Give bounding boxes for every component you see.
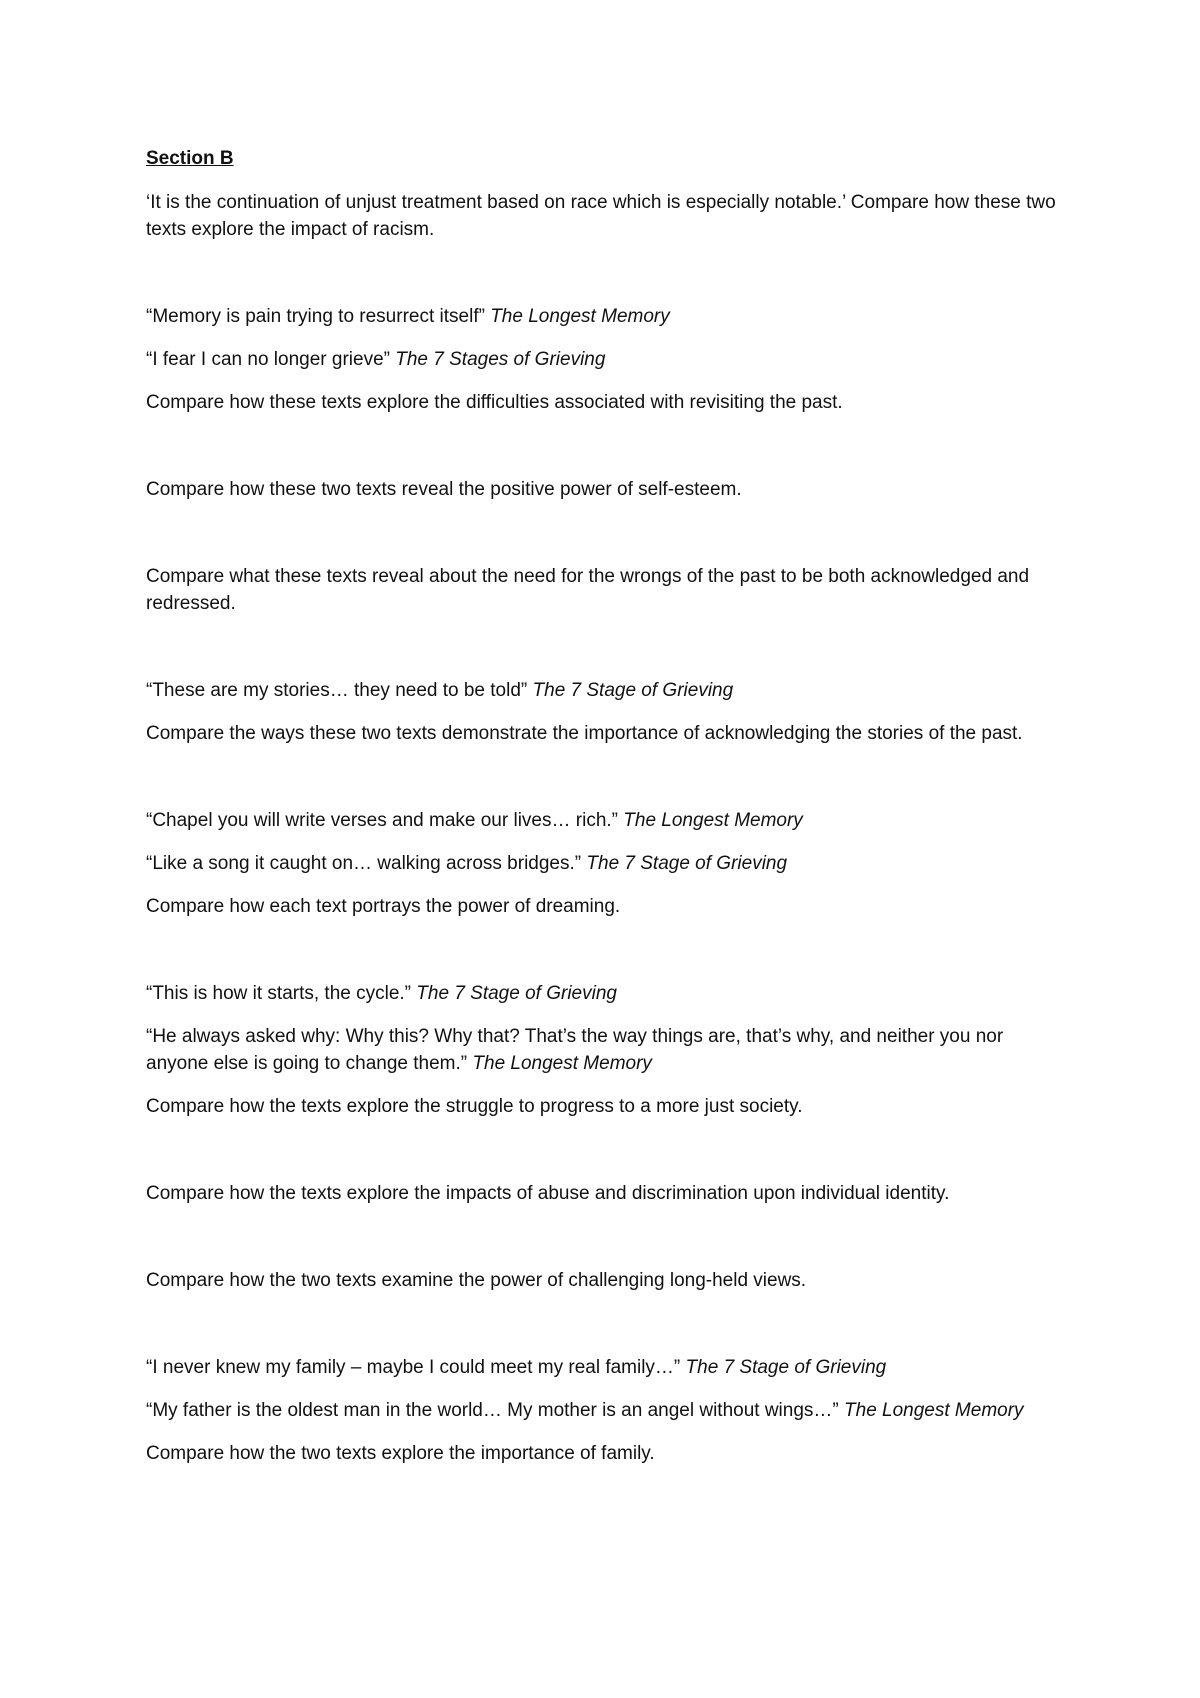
question-prompt: ‘It is the continuation of unjust treatment based on race which is especially notable.’ Compare how these two texts explore the impact of racism. <box>146 192 1056 240</box>
quote-source: The 7 Stage of Grieving <box>416 983 617 1004</box>
question-block-stories <box>146 677 1056 747</box>
question-block-identity <box>146 1180 1056 1207</box>
quote-line <box>146 1023 1056 1077</box>
quote-text: “He always asked why: Why this? Why that? That’s the way things are, that’s why, and neither you nor anyone else is going to change them.” <box>146 1026 1004 1074</box>
quote-text: “These are my stories… they need to be told” <box>146 680 528 701</box>
question-prompt: Compare how these texts explore the difficulties associated with revisiting the past. <box>146 392 843 413</box>
question-prompt: Compare how each text portrays the power of dreaming. <box>146 896 621 917</box>
question-block-long-held-views <box>146 1267 1056 1294</box>
quote-source: The Longest Memory <box>844 1400 1024 1421</box>
quote-line <box>146 346 1056 373</box>
question-block-just-society <box>146 980 1056 1120</box>
question-block-dreaming <box>146 807 1056 920</box>
quote-line <box>146 303 1056 330</box>
quote-line <box>146 677 1056 704</box>
quote-source: The 7 Stage of Grieving <box>586 853 788 874</box>
quote-line <box>146 1354 1056 1381</box>
question-prompt: Compare how these two texts reveal the positive power of self-esteem. <box>146 479 742 500</box>
question-block-wrongs-of-past <box>146 563 1056 617</box>
quote-source: The Longest Memory <box>490 306 670 327</box>
quote-line <box>146 1397 1056 1424</box>
quote-source: The Longest Memory <box>472 1053 652 1074</box>
question-block-revisiting-past <box>146 303 1056 416</box>
section-heading: Section B <box>146 148 234 169</box>
quote-line <box>146 980 1056 1007</box>
question-block-family <box>146 1354 1056 1467</box>
question-block-racism <box>146 189 1056 243</box>
question-prompt: Compare the ways these two texts demonstrate the importance of acknowledging the stories of the past. <box>146 723 1023 744</box>
quote-text: “Chapel you will write verses and make our lives… rich.” <box>146 810 618 831</box>
quote-text: “I fear I can no longer grieve” <box>146 349 390 370</box>
quote-line <box>146 850 1056 877</box>
quote-source: The 7 Stages of Grieving <box>395 349 606 370</box>
question-prompt: Compare how the texts explore the struggle to progress to a more just society. <box>146 1096 803 1117</box>
question-block-self-esteem <box>146 476 1056 503</box>
quote-line <box>146 807 1056 834</box>
quote-text: “I never knew my family – maybe I could meet my real family…” <box>146 1357 681 1378</box>
quote-source: The 7 Stage of Grieving <box>685 1357 887 1378</box>
question-prompt: Compare how the texts explore the impacts of abuse and discrimination upon individual identity. <box>146 1183 950 1204</box>
quote-source: The 7 Stage of Grieving <box>532 680 734 701</box>
quote-text: “Memory is pain trying to resurrect itself” <box>146 306 485 327</box>
question-prompt: Compare what these texts reveal about the need for the wrongs of the past to be both acknowledged and redressed. <box>146 566 1030 614</box>
document-content <box>146 145 1056 1467</box>
question-prompt: Compare how the two texts examine the power of challenging long-held views. <box>146 1270 807 1291</box>
quote-text: “Like a song it caught on… walking across bridges.” <box>146 853 582 874</box>
quote-source: The Longest Memory <box>623 810 803 831</box>
question-prompt: Compare how the two texts explore the importance of family. <box>146 1443 655 1464</box>
quote-text: “This is how it starts, the cycle.” <box>146 983 412 1004</box>
quote-text: “My father is the oldest man in the world… My mother is an angel without wings…” <box>146 1400 839 1421</box>
